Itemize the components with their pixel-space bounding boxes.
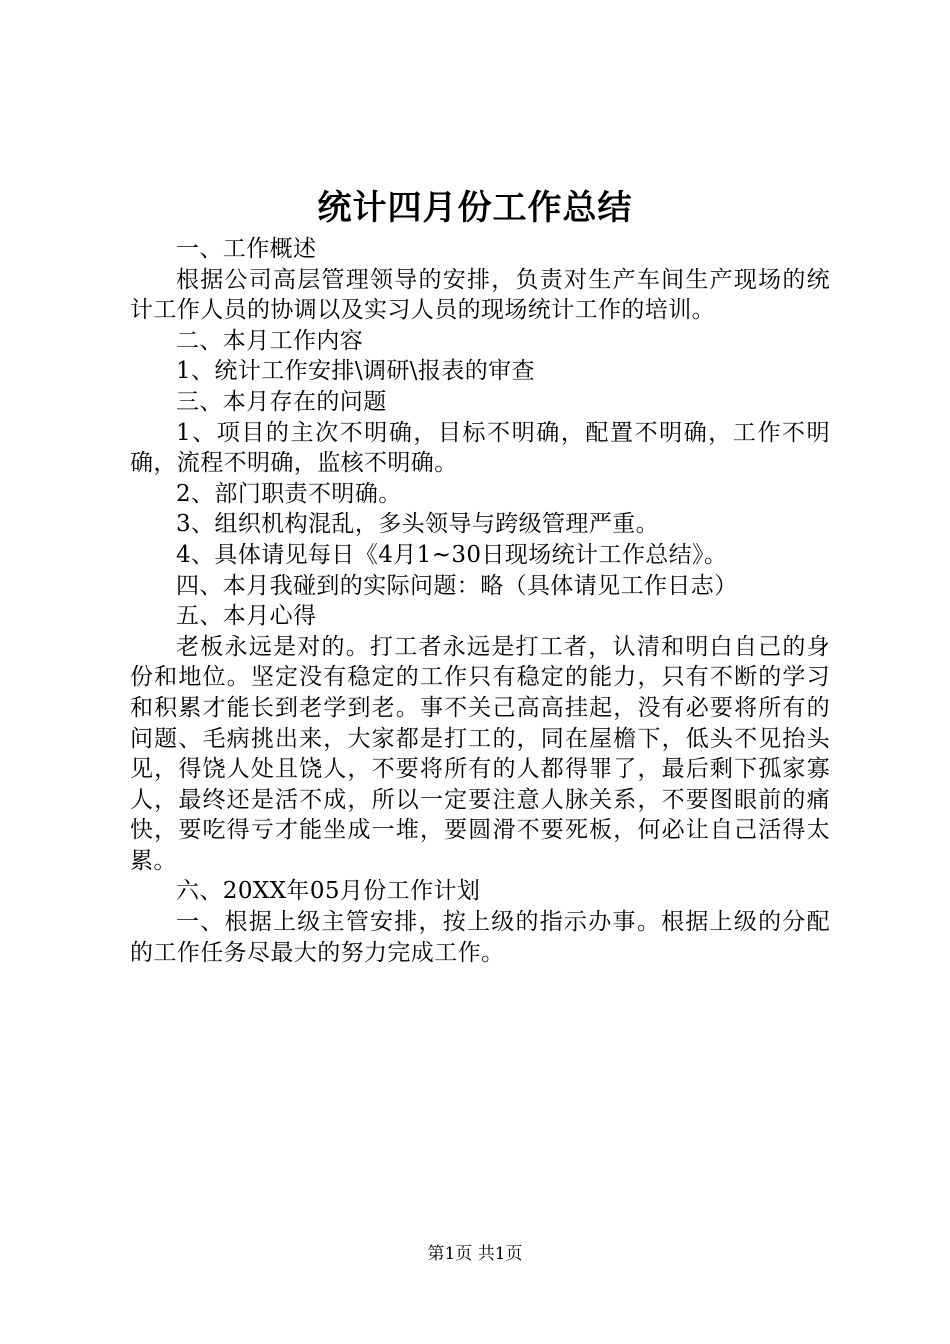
paragraph-overview: 根据公司高层管理领导的安排，负责对生产车间生产现场的统计工作人员的协调以及实习人员的现场统计工作的培训。 — [130, 266, 830, 324]
paragraph-plan: 一、根据上级主管安排，按上级的指示办事。根据上级的分配的工作任务尽最大的努力完成工作。 — [130, 909, 830, 966]
document-body — [130, 234, 830, 968]
item-problem-1: 1、项目的主次不明确，目标不明确，配置不明确，工作不明确，流程不明确，监核不明确。 — [130, 419, 830, 477]
heading-actual-issues: 四、本月我碰到的实际问题：略（具体请见工作日志） — [176, 572, 738, 599]
item-work-content-1: 1、统计工作安排\调研\报表的审查 — [176, 358, 535, 385]
paragraph-insights: 老板永远是对的。打工者永远是打工者，认清和明白自己的身份和地位。坚定没有稳定的工作只有稳定的能力，只有不断的学习和积累才能长到老学到老。事不关己高高挂起，没有必要将所有的问题、毛病挑出来，大家都是打工的，同在屋檐下，低头不见抬头见，得饶人处且饶人，不要将所有的人都得罪了，最后剩下孤家寡人，最终还是活不成，所以一定要注意人脉关系，不要图眼前的痛快，要吃得亏才能坐成一堆，要圆滑不要死板，何必让自己活得太累。 — [130, 633, 830, 874]
document-title: 统计四月份工作总结 — [317, 188, 633, 228]
heading-plan: 六、20XX年05月份工作计划 — [176, 878, 481, 905]
heading-insights: 五、本月心得 — [176, 603, 317, 630]
page-footer: 第1页 共1页 — [427, 1244, 523, 1264]
item-problem-3: 3、组织机构混乱，多头领导与跨级管理严重。 — [176, 511, 660, 538]
item-problem-4: 4、具体请见每日《4月1~30日现场统计工作总结》。 — [176, 541, 728, 568]
item-problem-2: 2、部门职责不明确。 — [176, 480, 402, 507]
heading-problems: 三、本月存在的问题 — [176, 388, 387, 415]
heading-overview: 一、工作概述 — [176, 236, 317, 262]
heading-work-content: 二、本月工作内容 — [176, 327, 364, 354]
